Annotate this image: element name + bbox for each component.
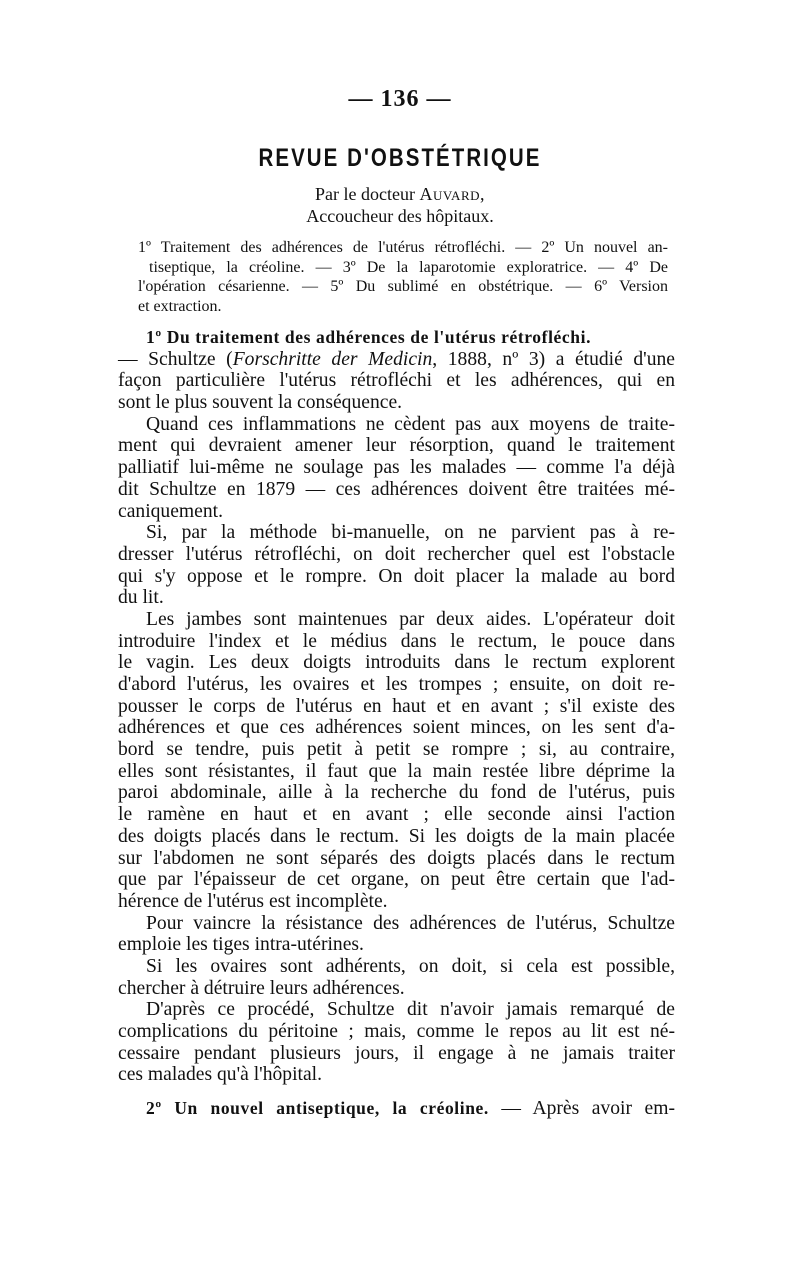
paragraph-line: qui s'y oppose et le rompre. On doit placer la malade au bord: [118, 565, 675, 587]
paragraph-line: ces malades qu'à l'hôpital.: [118, 1064, 323, 1086]
paragraph-line: bord se tendre, puis petit à petit se rompre ; si, au contraire,: [118, 739, 675, 761]
section1-heading: [118, 327, 675, 349]
summary-line: l'opération césarienne. — 5º Du sublimé en obstétrique. — 6º Version: [138, 278, 668, 295]
paragraph-line: le vagin. Les deux doigts introduits dans le rectum explorent: [118, 652, 675, 674]
article-body: [118, 327, 675, 1120]
paragraph-line: [118, 349, 675, 371]
paragraph-line: Les jambes sont maintenues par deux aides. L'opérateur doit: [146, 608, 675, 630]
paragraph-line: le ramène en haut et en avant ; elle seconde ainsi l'action: [118, 804, 675, 826]
line-text: , 1888, nº 3) a étudié d'une: [432, 348, 675, 370]
paragraph-line: Pour vaincre la résistance des adhérences de l'utérus, Schultze: [146, 912, 675, 934]
section2-heading-text: 2º Un nouvel antiseptique, la créoline.: [146, 1098, 489, 1119]
journal-citation: Forschritte der Medicin: [232, 348, 433, 370]
paragraph-line: cessaire pendant plusieurs jours, il engage à ne jamais traiter: [118, 1042, 675, 1064]
paragraph-line: chercher à détruire leurs adhérences.: [118, 977, 405, 999]
paragraph-line: Quand ces inflammations ne cèdent pas aux moyens de traite-: [146, 413, 675, 435]
paragraph-line: des doigts placés dans le rectum. Si les doigts de la main placée: [118, 825, 675, 847]
paragraph-line: elles sont résistantes, il faut que la main restée libre déprime la: [118, 760, 675, 782]
paragraph-line: introduire l'index et le médius dans le rectum, le pouce dans: [118, 630, 675, 652]
paragraph-line: Si, par la méthode bi-manuelle, on ne parvient pas à re-: [146, 522, 675, 544]
paragraph-line: sur l'abdomen ne sont séparés des doigts placés dans le rectum: [118, 847, 675, 869]
paragraph-line: caniquement.: [118, 500, 224, 522]
byline-affiliation: Accoucheur des hôpitaux.: [306, 206, 494, 226]
section2-heading: [118, 1098, 675, 1120]
paragraph-line: Si les ovaires sont adhérents, on doit, si cela est possible,: [146, 955, 675, 977]
paragraph-line: emploie les tiges intra-utérines.: [118, 934, 364, 956]
page-number: — 136 —: [348, 86, 452, 112]
author-name: Auvard,: [419, 184, 485, 204]
table-of-contents-summary: [138, 238, 668, 316]
paragraph-line: hérence de l'utérus est incomplète.: [118, 890, 388, 912]
paragraph-line: ment qui devraient amener leur résorption, quand le traitement: [118, 435, 675, 457]
paragraph-line: complications du péritoine ; mais, comme le repos au lit est né-: [118, 1021, 675, 1042]
line-text: — Schultze (: [118, 348, 233, 370]
paragraph-line: pousser le corps de l'utérus en haut et en avant ; s'il existe des: [118, 695, 675, 717]
paragraph-line: dresser l'utérus rétrofléchi, on doit rechercher quel est l'obstacle: [118, 543, 675, 565]
paragraph-line: du lit.: [118, 587, 164, 609]
summary-line: et extraction.: [138, 297, 222, 315]
section1-heading-text: 1º Du traitement des adhérences de l'utérus rétrofléchi.: [146, 327, 592, 347]
paragraph-line: d'abord l'utérus, les ovaires et les trompes ; ensuite, on doit re-: [118, 674, 675, 695]
section2-text: — Après avoir em-: [488, 1098, 675, 1120]
section-gap: [118, 1086, 675, 1098]
paragraph-line: palliatif lui-même ne soulage pas les malades — comme l'a déjà: [118, 457, 675, 479]
byline-author: [0, 183, 800, 205]
byline-prefix: Par le docteur: [314, 184, 420, 204]
paragraph-line: sont le plus souvent la conséquence.: [118, 392, 403, 414]
summary-line: tiseptique, la créoline. — 3º De la laparotomie exploratrice. — 4º De: [149, 258, 668, 276]
summary-line: 1º Traitement des adhérences de l'utérus rétrofléchi. — 2º Un nouvel an-: [138, 239, 668, 256]
paragraph-line: adhérences et que ces adhérences soient minces, on les sent d'a-: [118, 717, 675, 739]
journal-title: REVUE D'OBSTÉTRIQUE: [258, 144, 542, 172]
paragraph-line: paroi abdominale, aille à la recherche du fond de l'utérus, puis: [118, 782, 675, 804]
paragraph-line: que par l'épaisseur de cet organe, on peut être certain que l'ad-: [118, 869, 675, 891]
paragraph-line: D'après ce procédé, Schultze dit n'avoir jamais remarqué de: [146, 999, 675, 1021]
paragraph-line: façon particulière l'utérus rétrofléchi et les adhérences, qui en: [118, 370, 675, 392]
paragraph-line: dit Schultze en 1879 — ces adhérences doivent être traitées mé-: [118, 478, 675, 500]
